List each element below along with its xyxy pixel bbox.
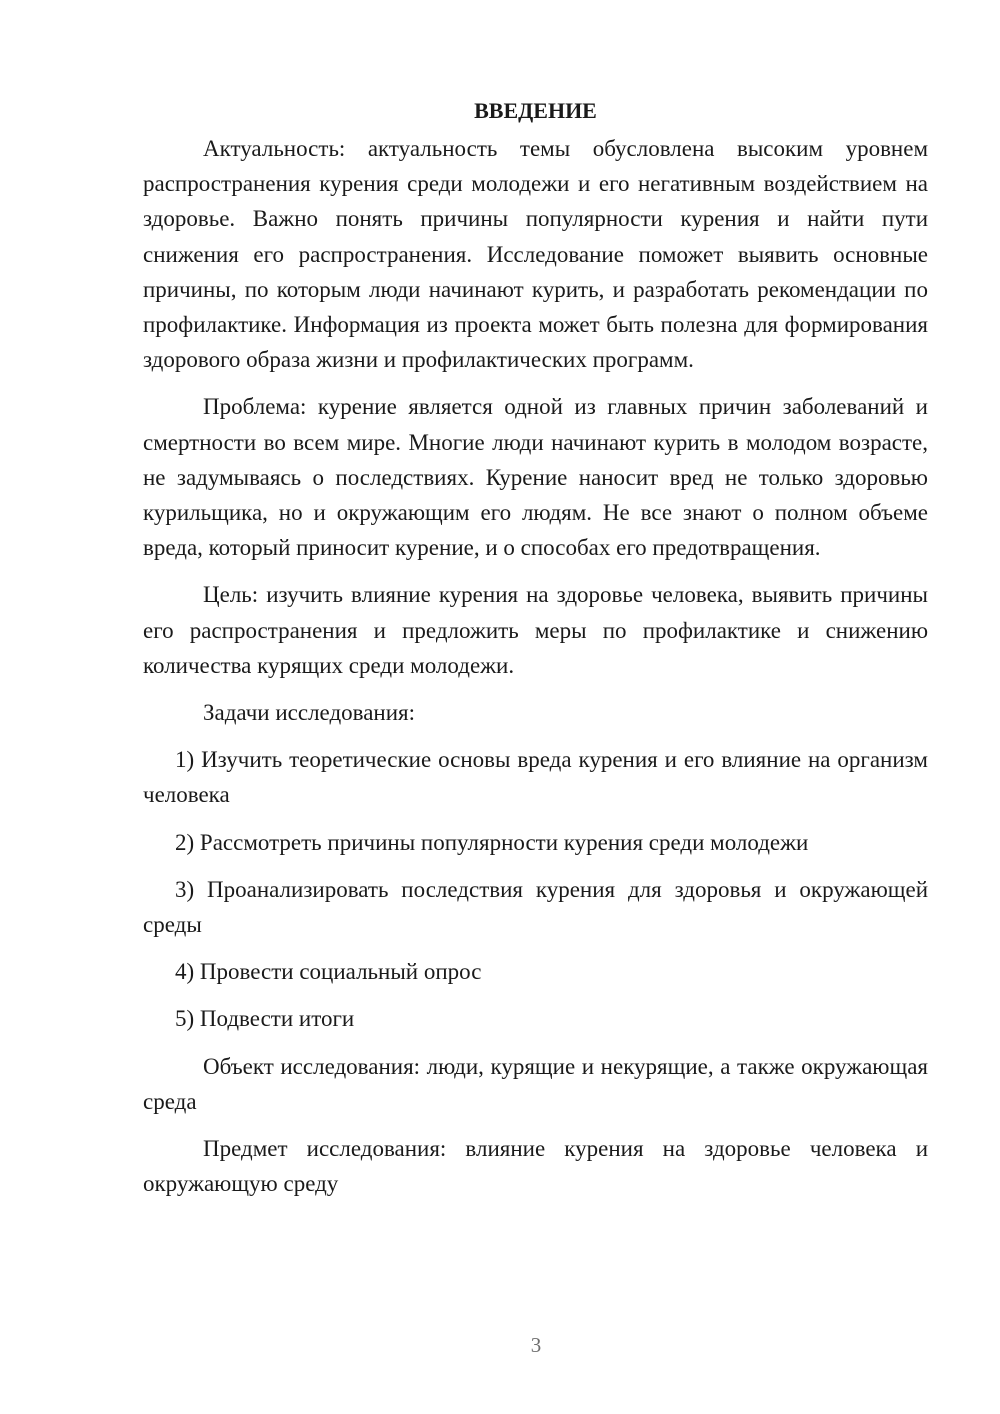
paragraph-relevance: Актуальность: актуальность темы обусловлена высоким уровнем распространения курения среди молодежи и его негативным воздействием на здоровье. Важно понять причины популярности курения и найти пути снижения его распространения. Исследование поможет выявить основные причины, по которым люди начинают курить, и разработать рекомендации по профилактике. Информация из проекта может быть полезна для формирования здорового образа жизни и профилактических программ. bbox=[143, 136, 928, 373]
section-heading: ВВЕДЕНИЕ bbox=[474, 98, 597, 123]
page-number: 3 bbox=[530, 1333, 542, 1357]
task-item: 4) Провести социальный опрос bbox=[175, 959, 482, 985]
tasks-list bbox=[143, 742, 928, 1036]
task-item: 2) Рассмотреть причины популярности курения среди молодежи bbox=[175, 829, 809, 855]
tasks-title: Задачи исследования: bbox=[203, 700, 416, 726]
task-item: 3) Проанализировать последствия курения для здоровья и окружающей среды bbox=[143, 876, 928, 938]
paragraph-object: Объект исследования: люди, курящие и некурящие, а также окружающая среда bbox=[143, 1053, 928, 1114]
paragraph-goal: Цель: изучить влияние курения на здоровье человека, выявить причины его распространения и предложить меры по профилактике и снижению количества курящих среди молодежи. bbox=[143, 582, 928, 678]
paragraph-subject: Предмет исследования: влияние курения на здоровье человека и окружающую среду bbox=[143, 1136, 928, 1197]
task-item: 5) Подвести итоги bbox=[175, 1006, 355, 1032]
task-item: 1) Изучить теоретические основы вреда курения и его влияние на организм человека bbox=[143, 747, 928, 808]
paragraph-problem: Проблема: курение является одной из главных причин заболеваний и смертности во всем мире. Многие люди начинают курить в молодом возрасте, не задумываясь о последствиях. Курение наносит вред не только здоровью курильщика, но и окружающим его людям. Не все знают о полном объеме вреда, который приносит курение, и о способах его предотвращения. bbox=[143, 394, 928, 561]
document-body bbox=[143, 93, 928, 1213]
